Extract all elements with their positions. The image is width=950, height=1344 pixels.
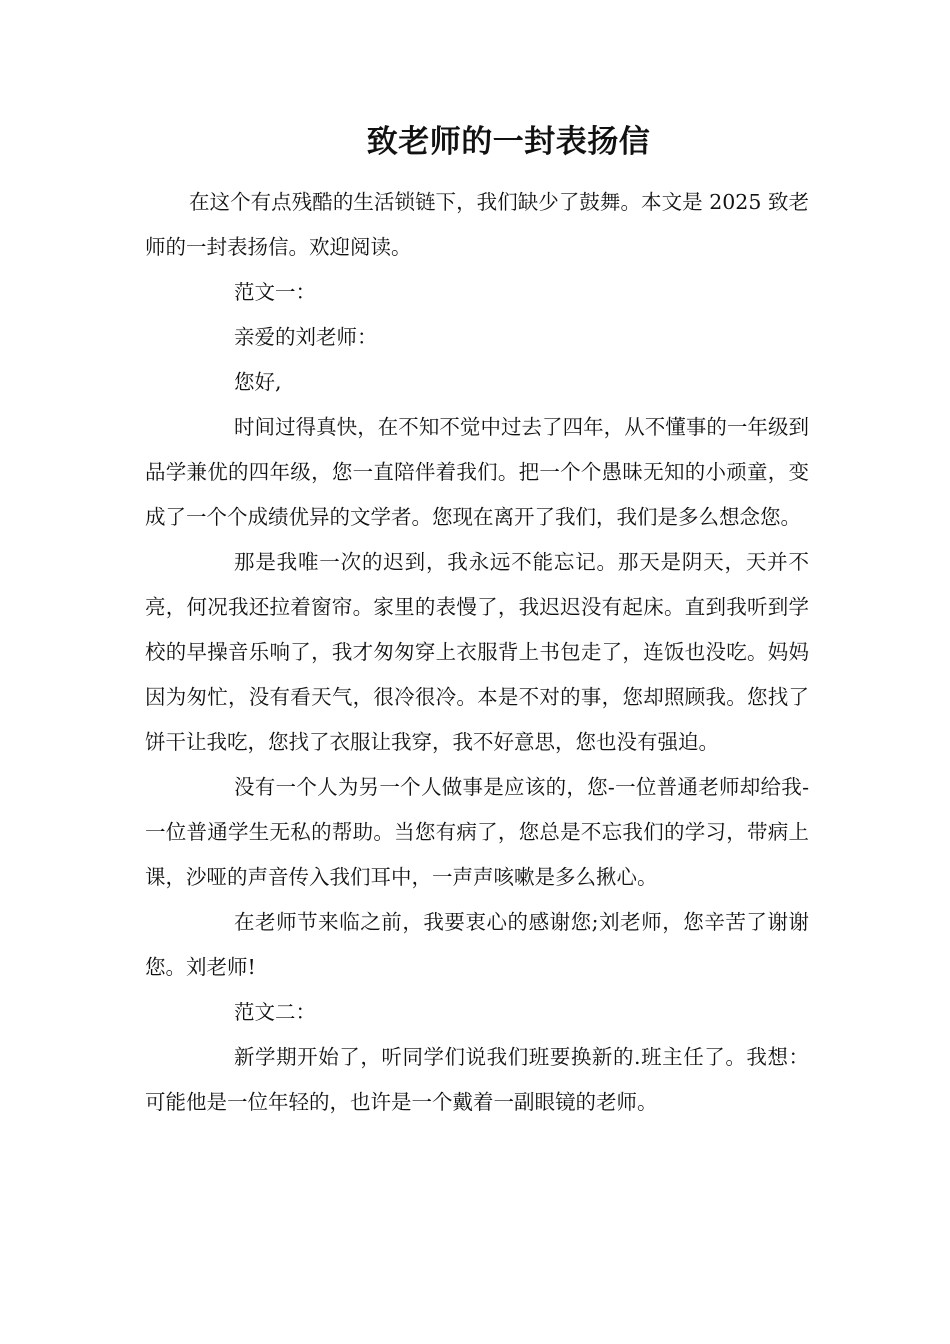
document-title: 致老师的一封表扬信	[366, 124, 651, 160]
sample-two-heading: 范文二：	[234, 1000, 316, 1024]
letter-salutation: 亲爱的刘老师：	[234, 325, 378, 349]
letter-paragraph-3: 没有一个人为另一个人做事是应该的，您-一位普通老师却给我-一位普通学生无私的帮助。当您有病了，您总是不忘我们的学习，带病上课，沙哑的声音传入我们耳中，一声声咳嗽是多么揪心。	[145, 775, 809, 889]
letter-paragraph-5: 新学期开始了，听同学们说我们班要换新的.班主任了。我想：可能他是一位年轻的，也许是一个戴着一副眼镜的老师。	[145, 1045, 809, 1114]
letter-greeting: 您好,	[234, 370, 282, 394]
letter-paragraph-2: 那是我唯一次的迟到，我永远不能忘记。那天是阴天，天并不亮，何况我还拉着窗帘。家里的表慢了，我迟迟没有起床。直到我听到学校的早操音乐响了，我才匆匆穿上衣服背上书包走了，连饭也没吃。妈妈因为匆忙，没有看天气，很冷很冷。本是不对的事，您却照顾我。您找了饼干让我吃，您找了衣服让我穿，我不好意思，您也没有强迫。	[145, 550, 809, 754]
document-body	[145, 180, 809, 1125]
sample-one-heading: 范文一：	[234, 280, 316, 304]
letter-paragraph-4: 在老师节来临之前，我要衷心的感谢您;刘老师，您辛苦了谢谢您。刘老师!	[145, 910, 809, 979]
letter-paragraph-1: 时间过得真快，在不知不觉中过去了四年，从不懂事的一年级到品学兼优的四年级，您一直陪伴着我们。把一个个愚昧无知的小顽童，变成了一个个成绩优异的文学者。您现在离开了我们，我们是多么想念您。	[145, 415, 809, 529]
intro-paragraph: 在这个有点残酷的生活锁链下，我们缺少了鼓舞。本文是 2025 致老师的一封表扬信。欢迎阅读。	[145, 190, 809, 259]
